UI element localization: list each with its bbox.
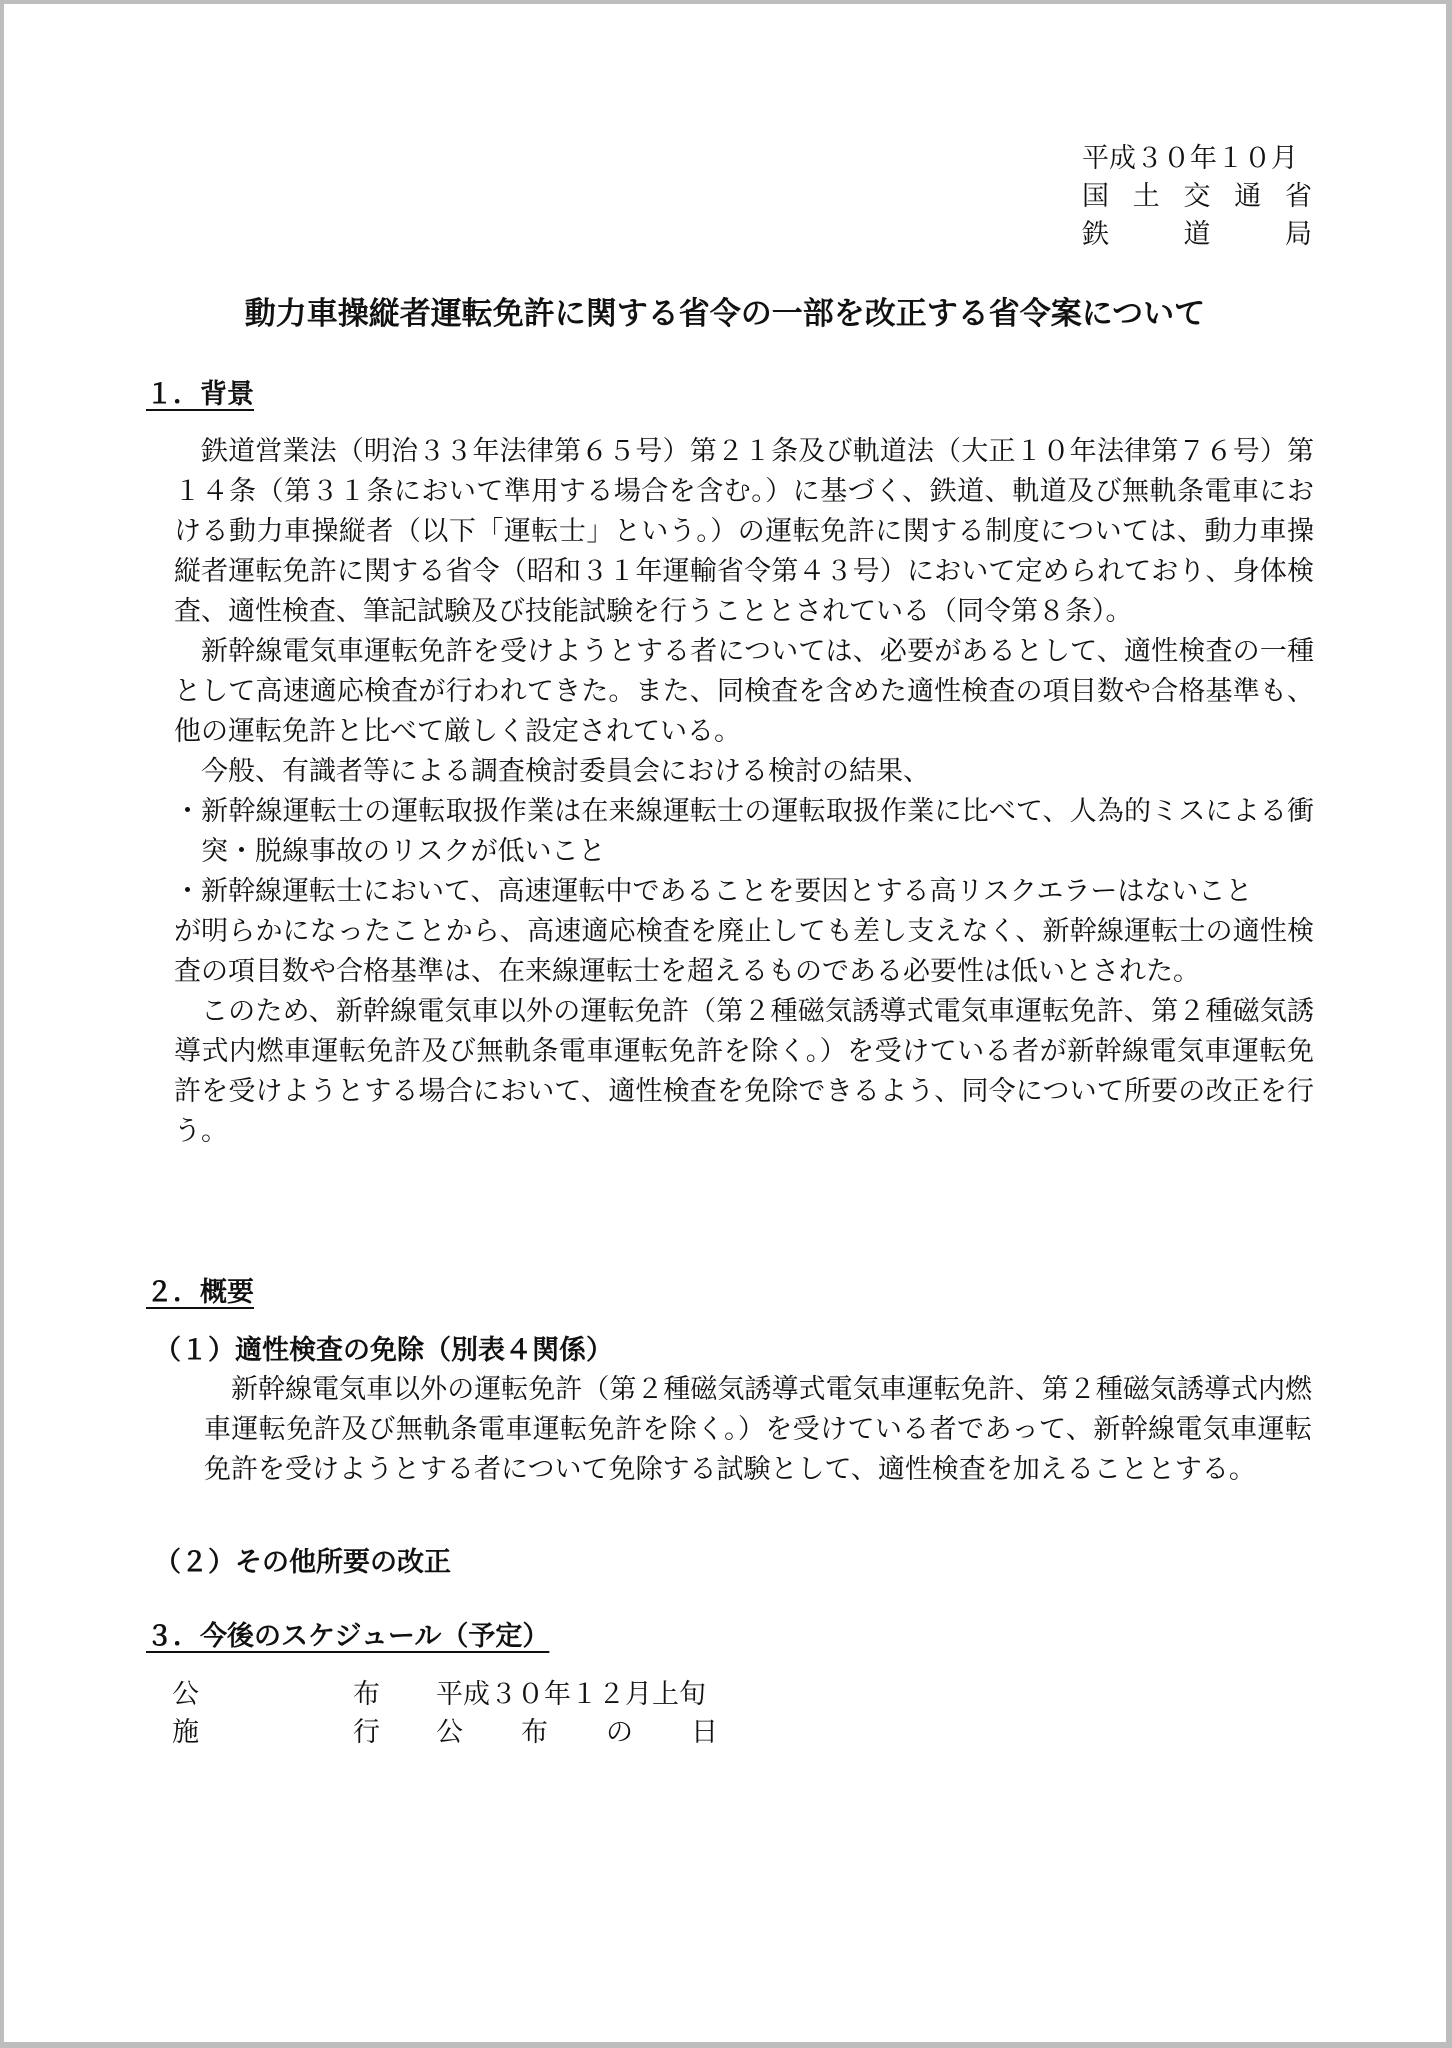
paragraph: が明らかになったことから、高速適応検査を廃止しても差し支えなく、新幹線運転士の適性検査の項目数や合格基準は、在来線運転士を超えるものである必要性は低いとされた。: [174, 916, 1314, 987]
bullet-item: ・新幹線運転士において、高速運転中であることを要因とする高リスクエラーはないこと: [174, 876, 1253, 907]
bullet-item: ・新幹線運転士の運転取扱作業は在来線運転士の運転取扱作業に比べて、人為的ミスによる衝突・脱線事故のリスクが低いこと: [174, 796, 1314, 867]
document-title: 動力車操縦者運転免許に関する省令の一部を改正する省令案について: [244, 296, 1206, 332]
paragraph: このため、新幹線電気車以外の運転免許（第２種磁気誘導式電気車運転免許、第２種磁気誘導式内燃車運転免許及び無軌条電車運転免許を除く。）を受けている者が新幹線電気車運転免許を受けようとする場合において、適性検査を免除できるよう、同令について所要の改正を行う。: [174, 996, 1314, 1147]
document-page: [4, 4, 1446, 2042]
subsection-1-heading: （１）適性検査の免除（別表４関係）: [154, 1335, 613, 1366]
paragraph: 新幹線電気車以外の運転免許（第２種磁気誘導式電気車運転免許、第２種磁気誘導式内燃車運転免許及び無軌条電車運転免許を除く。）を受けている者であって、新幹線電気車運転免許を受けようとする者について免除する試験として、適性検査を加えることとする。: [204, 1374, 1312, 1485]
schedule-value: 平成３０年１２月上旬: [436, 1679, 706, 1710]
issuer-block: [1082, 140, 1312, 254]
schedule-table: [172, 1676, 718, 1752]
issuer-ministry: 国 土 交 通 省: [1082, 181, 1312, 212]
section-1-body: [174, 432, 1314, 1152]
schedule-row: [172, 1676, 718, 1714]
paragraph: 今般、有識者等による調査検討委員会における検討の結果、: [201, 756, 930, 787]
subsection-1-body: [204, 1370, 1312, 1490]
section-3-heading: ３．今後のスケジュール（予定）: [146, 1621, 550, 1652]
subsection-2-heading: （２）その他所要の改正: [154, 1547, 451, 1578]
issue-date: 平成３０年１０月: [1082, 143, 1298, 174]
section-2-heading: ２．概要: [146, 1277, 254, 1308]
schedule-label: 施 行: [172, 1717, 380, 1748]
schedule-row: [172, 1714, 718, 1752]
issuer-bureau: 鉄 道 局: [1082, 219, 1312, 250]
schedule-value: 公 布 の 日: [436, 1717, 718, 1748]
section-1-heading: １．背景: [146, 379, 254, 410]
schedule-label: 公 布: [172, 1679, 380, 1710]
paragraph: 鉄道営業法（明治３３年法律第６５号）第２１条及び軌道法（大正１０年法律第７６号）第１４条（第３１条において準用する場合を含む。）に基づく、鉄道、軌道及び無軌条電車における動力車操縦者（以下「運転士」という。）の運転免許に関する制度については、動力車操縦者運転免許に関する省令（昭和３１年運輸省令第４３号）において定められており、身体検査、適性検査、筆記試験及び技能試験を行うこととされている（同令第８条）。: [174, 436, 1314, 627]
paragraph: 新幹線電気車運転免許を受けようとする者については、必要があるとして、適性検査の一種として高速適応検査が行われてきた。また、同検査を含めた適性検査の項目数や合格基準も、他の運転免許と比べて厳しく設定されている。: [174, 636, 1314, 747]
